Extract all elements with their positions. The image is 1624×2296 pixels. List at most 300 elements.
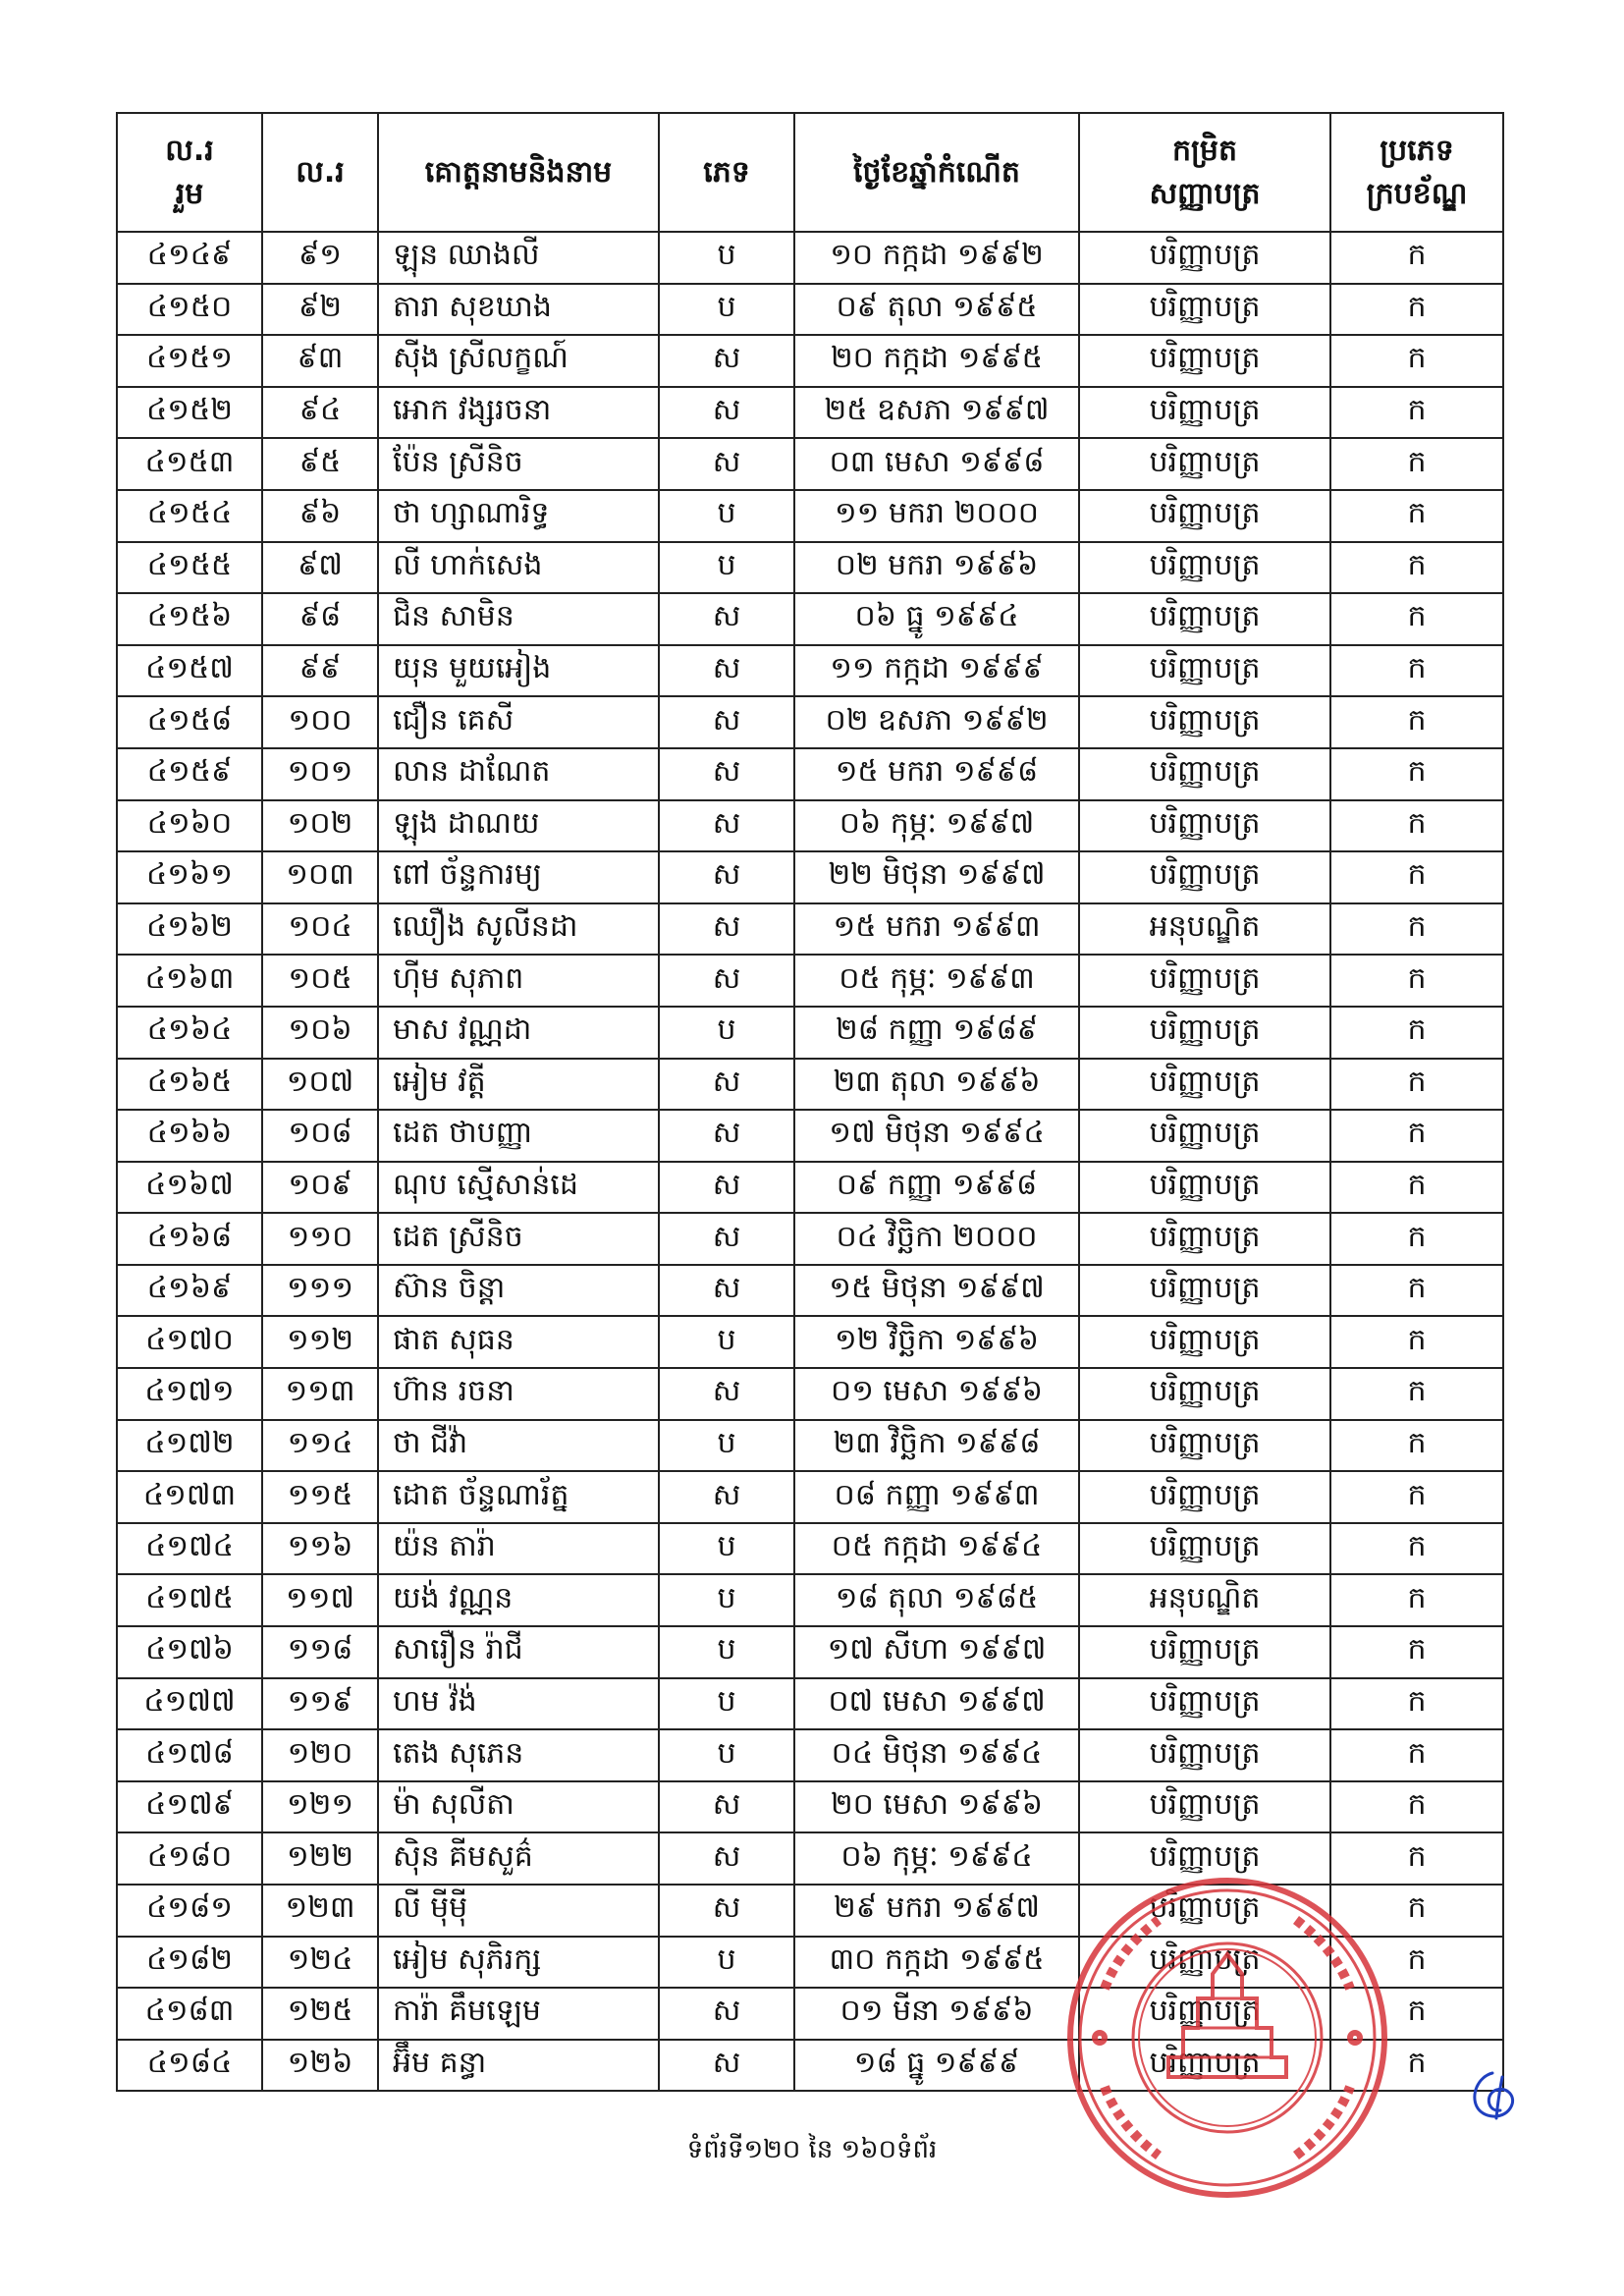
cell-total-no: ៤១៥១: [117, 335, 262, 387]
cell-degree-level: បរិញ្ញាបត្រ: [1079, 800, 1330, 852]
table-row: [117, 1213, 1503, 1265]
cell-degree-level: បរិញ្ញាបត្រ: [1079, 645, 1330, 697]
cell-no: ១១៩: [262, 1678, 378, 1730]
table-row: [117, 1832, 1503, 1885]
header-date-of-birth: [794, 113, 1079, 232]
cell-date-of-birth: ១៥ មករា ១៩៩៣: [794, 903, 1079, 956]
cell-sex: ស: [659, 1781, 794, 1833]
cell-full-name: ឈឿង សូលីនដា: [378, 903, 659, 956]
cell-sex: ប: [659, 1729, 794, 1781]
cell-date-of-birth: ០៤ មិថុនា ១៩៩៤: [794, 1729, 1079, 1781]
cell-no: ១១២: [262, 1316, 378, 1368]
cell-sex: ស: [659, 335, 794, 387]
cell-framework-category: ក: [1330, 232, 1503, 284]
cell-full-name: យ៉ន តារ៉ា: [378, 1523, 659, 1575]
cell-full-name: ការ៉ា គឹមឡេម: [378, 1988, 659, 2040]
cell-no: ១១០: [262, 1213, 378, 1265]
cell-framework-category: ក: [1330, 593, 1503, 645]
cell-degree-level: បរិញ្ញាបត្រ: [1079, 1937, 1330, 1989]
header-line: ក្របខ័ណ្ឌ: [1366, 176, 1468, 211]
cell-no: ១២៤: [262, 1937, 378, 1989]
cell-date-of-birth: ០២ មករា ១៩៩៦: [794, 542, 1079, 594]
cell-degree-level: បរិញ្ញាបត្រ: [1079, 1110, 1330, 1162]
cell-date-of-birth: ១៨ តុលា ១៩៨៥: [794, 1574, 1079, 1626]
cell-degree-level: បរិញ្ញាបត្រ: [1079, 851, 1330, 903]
cell-degree-level: បរិញ្ញាបត្រ: [1079, 284, 1330, 336]
table-row: [117, 1729, 1503, 1781]
cell-total-no: ៤១៧៧: [117, 1678, 262, 1730]
table-row: [117, 490, 1503, 542]
cell-no: ១០៥: [262, 955, 378, 1007]
cell-framework-category: ក: [1330, 438, 1503, 490]
cell-total-no: ៤១៧៤: [117, 1523, 262, 1575]
table-row: [117, 800, 1503, 852]
cell-no: ៩៥: [262, 438, 378, 490]
cell-no: ១១៧: [262, 1574, 378, 1626]
cell-framework-category: ក: [1330, 1471, 1503, 1523]
cell-framework-category: ក: [1330, 2040, 1503, 2092]
cell-no: ១១៣: [262, 1368, 378, 1420]
cell-total-no: ៤១៧៨: [117, 1729, 262, 1781]
cell-sex: ស: [659, 387, 794, 439]
cell-full-name: អោក វង្សរចនា: [378, 387, 659, 439]
cell-no: ១០៣: [262, 851, 378, 903]
header-line: ល.រ: [165, 133, 214, 168]
cell-sex: ស: [659, 1832, 794, 1885]
cell-no: ១០៩: [262, 1162, 378, 1214]
cell-full-name: សារឿន រ៉ាជី: [378, 1626, 659, 1678]
cell-degree-level: បរិញ្ញាបត្រ: [1079, 1162, 1330, 1214]
cell-framework-category: ក: [1330, 1162, 1503, 1214]
cell-total-no: ៤១៧០: [117, 1316, 262, 1368]
cell-framework-category: ក: [1330, 387, 1503, 439]
cell-date-of-birth: ១៨ ធ្នូ ១៩៩៩: [794, 2040, 1079, 2092]
cell-date-of-birth: ២៣ វិច្ឆិកា ១៩៩៨: [794, 1420, 1079, 1472]
table-row: [117, 1988, 1503, 2040]
cell-total-no: ៤១៨០: [117, 1832, 262, 1885]
cell-sex: ស: [659, 1471, 794, 1523]
cell-total-no: ៤១៦០: [117, 800, 262, 852]
cell-total-no: ៤១៧៣: [117, 1471, 262, 1523]
cell-framework-category: ក: [1330, 1988, 1503, 2040]
table-row: [117, 955, 1503, 1007]
header-line: គោត្តនាមនិងនាម: [424, 154, 613, 190]
page-number: ទំព័រទី១២០ នៃ ១៦០ទំព័រ: [686, 2135, 938, 2164]
cell-sex: ស: [659, 2040, 794, 2092]
cell-sex: ស: [659, 748, 794, 800]
cell-date-of-birth: ០២ ឧសភា ១៩៩២: [794, 696, 1079, 748]
cell-date-of-birth: ០៩ តុលា ១៩៩៥: [794, 284, 1079, 336]
cell-date-of-birth: ១៥ មិថុនា ១៩៩៧: [794, 1265, 1079, 1317]
cell-framework-category: ក: [1330, 696, 1503, 748]
header-full-name: [378, 113, 659, 232]
cell-date-of-birth: ១១ មករា ២០០០: [794, 490, 1079, 542]
table-row: [117, 232, 1503, 284]
cell-no: ៩៧: [262, 542, 378, 594]
cell-no: ១១៥: [262, 1471, 378, 1523]
cell-degree-level: បរិញ្ញាបត្រ: [1079, 438, 1330, 490]
cell-full-name: ពៅ ច័ន្ទការម្យ: [378, 851, 659, 903]
cell-no: ១០៤: [262, 903, 378, 956]
header-framework-category: [1330, 113, 1503, 232]
cell-sex: ស: [659, 1265, 794, 1317]
cell-full-name: យុន មួយអៀង: [378, 645, 659, 697]
table-row: [117, 1007, 1503, 1059]
cell-total-no: ៤១៥៩: [117, 748, 262, 800]
cell-degree-level: បរិញ្ញាបត្រ: [1079, 1832, 1330, 1885]
cell-framework-category: ក: [1330, 748, 1503, 800]
cell-sex: ស: [659, 1162, 794, 1214]
cell-total-no: ៤១៥៨: [117, 696, 262, 748]
cell-framework-category: ក: [1330, 335, 1503, 387]
cell-sex: ប: [659, 1007, 794, 1059]
cell-no: ១០៦: [262, 1007, 378, 1059]
cell-full-name: អៀម សុភិរក្ស: [378, 1937, 659, 1989]
cell-framework-category: ក: [1330, 1110, 1503, 1162]
cell-framework-category: ក: [1330, 1729, 1503, 1781]
cell-total-no: ៤១៦១: [117, 851, 262, 903]
table-row: [117, 1316, 1503, 1368]
table-row: [117, 1678, 1503, 1730]
cell-degree-level: បរិញ្ញាបត្រ: [1079, 1523, 1330, 1575]
cell-total-no: ៤១៦២: [117, 903, 262, 956]
cell-sex: ប: [659, 284, 794, 336]
header-no: [262, 113, 378, 232]
cell-date-of-birth: ០៦ ធ្នូ ១៩៩៤: [794, 593, 1079, 645]
cell-total-no: ៤១៧២: [117, 1420, 262, 1472]
table-row: [117, 284, 1503, 336]
cell-degree-level: បរិញ្ញាបត្រ: [1079, 1213, 1330, 1265]
cell-framework-category: ក: [1330, 851, 1503, 903]
cell-no: ១២១: [262, 1781, 378, 1833]
cell-sex: ស: [659, 1988, 794, 2040]
cell-no: ៩៨: [262, 593, 378, 645]
header-line: ភេទ: [703, 154, 750, 190]
cell-sex: ប: [659, 1574, 794, 1626]
cell-sex: ស: [659, 955, 794, 1007]
header-line: សញ្ញាបត្រ: [1149, 176, 1261, 211]
cell-no: ១០៧: [262, 1059, 378, 1111]
cell-date-of-birth: ២៨ កញ្ញា ១៩៨៩: [794, 1007, 1079, 1059]
cell-no: ៩៤: [262, 387, 378, 439]
table-row: [117, 2040, 1503, 2092]
cell-degree-level: បរិញ្ញាបត្រ: [1079, 1265, 1330, 1317]
cell-full-name: ប៉ែន ស្រីនិច: [378, 438, 659, 490]
cell-framework-category: ក: [1330, 542, 1503, 594]
cell-degree-level: បរិញ្ញាបត្រ: [1079, 1059, 1330, 1111]
cell-framework-category: ក: [1330, 1213, 1503, 1265]
cell-full-name: ឡុន ឈាងលី: [378, 232, 659, 284]
cell-no: ៩៦: [262, 490, 378, 542]
cell-full-name: ហ៊ាន រចនា: [378, 1368, 659, 1420]
cell-date-of-birth: ២០ កក្កដា ១៩៩៥: [794, 335, 1079, 387]
cell-no: ៩៩: [262, 645, 378, 697]
cell-total-no: ៤១៧៦: [117, 1626, 262, 1678]
cell-date-of-birth: ០១ មីនា ១៩៩៦: [794, 1988, 1079, 2040]
cell-degree-level: បរិញ្ញាបត្រ: [1079, 1420, 1330, 1472]
table-row: [117, 542, 1503, 594]
cell-no: ១១៤: [262, 1420, 378, 1472]
header-line: ថ្ងៃខែឆ្នាំកំណើត: [853, 154, 1020, 190]
cell-no: ១០៨: [262, 1110, 378, 1162]
cell-date-of-birth: ០១ មេសា ១៩៩៦: [794, 1368, 1079, 1420]
cell-total-no: ៤១៨២: [117, 1937, 262, 1989]
cell-date-of-birth: ២០ មេសា ១៩៩៦: [794, 1781, 1079, 1833]
table-row: [117, 748, 1503, 800]
cell-total-no: ៤១៧៥: [117, 1574, 262, 1626]
cell-degree-level: បរិញ្ញាបត្រ: [1079, 1471, 1330, 1523]
cell-date-of-birth: ១៧ មិថុនា ១៩៩៤: [794, 1110, 1079, 1162]
cell-degree-level: បរិញ្ញាបត្រ: [1079, 1729, 1330, 1781]
cell-sex: ស: [659, 800, 794, 852]
cell-no: ១១៨: [262, 1626, 378, 1678]
cell-sex: ប: [659, 1523, 794, 1575]
cell-date-of-birth: ២៩ មករា ១៩៩៧: [794, 1885, 1079, 1937]
cell-total-no: ៤១៦៦: [117, 1110, 262, 1162]
header-line: ល.រ: [296, 154, 345, 190]
cell-total-no: ៤១៦៩: [117, 1265, 262, 1317]
table-body: [117, 232, 1503, 2091]
table-row: [117, 1574, 1503, 1626]
cell-framework-category: ក: [1330, 1523, 1503, 1575]
table-row: [117, 645, 1503, 697]
table-row: [117, 1110, 1503, 1162]
cell-total-no: ៤១៨៣: [117, 1988, 262, 2040]
cell-framework-category: ក: [1330, 645, 1503, 697]
cell-total-no: ៤១៥៧: [117, 645, 262, 697]
cell-full-name: ថា ហ្សាណារិទ្ធ: [378, 490, 659, 542]
cell-full-name: ជិន សាមិន: [378, 593, 659, 645]
cell-degree-level: បរិញ្ញាបត្រ: [1079, 593, 1330, 645]
header-line: រួម: [175, 176, 204, 211]
cell-degree-level: បរិញ្ញាបត្រ: [1079, 1316, 1330, 1368]
header-line: កម្រិត: [1171, 133, 1238, 168]
cell-date-of-birth: ១០ កក្កដា ១៩៩២: [794, 232, 1079, 284]
table-row: [117, 1162, 1503, 1214]
cell-full-name: លី ហាក់សេង: [378, 542, 659, 594]
cell-total-no: ៤១៤៩: [117, 232, 262, 284]
cell-total-no: ៤១៥៦: [117, 593, 262, 645]
table-header-row: [117, 113, 1503, 232]
cell-total-no: ៤១៥៥: [117, 542, 262, 594]
cell-full-name: លាន ដាណែត: [378, 748, 659, 800]
cell-sex: ស: [659, 851, 794, 903]
cell-date-of-birth: ០៨ កញ្ញា ១៩៩៣: [794, 1471, 1079, 1523]
cell-date-of-birth: ០៥ កុម្ភៈ ១៩៩៣: [794, 955, 1079, 1007]
cell-degree-level: បរិញ្ញាបត្រ: [1079, 1678, 1330, 1730]
cell-sex: ស: [659, 1059, 794, 1111]
cell-total-no: ៤១៥២: [117, 387, 262, 439]
cell-no: ១២២: [262, 1832, 378, 1885]
cell-date-of-birth: ០៥ កក្កដា ១៩៩៤: [794, 1523, 1079, 1575]
cell-framework-category: ក: [1330, 1368, 1503, 1420]
cell-no: ៩៣: [262, 335, 378, 387]
table-row: [117, 851, 1503, 903]
cell-full-name: យង់ វណ្ណន: [378, 1574, 659, 1626]
cell-full-name: អៀម វត្តី: [378, 1059, 659, 1111]
cell-framework-category: ក: [1330, 1007, 1503, 1059]
cell-no: ១២៦: [262, 2040, 378, 2092]
table-row: [117, 696, 1503, 748]
cell-total-no: ៤១៦៥: [117, 1059, 262, 1111]
cell-date-of-birth: ០៤ វិច្ឆិកា ២០០០: [794, 1213, 1079, 1265]
table-row: [117, 335, 1503, 387]
cell-date-of-birth: ១១ កក្កដា ១៩៩៩: [794, 645, 1079, 697]
cell-date-of-birth: ០៣ មេសា ១៩៩៨: [794, 438, 1079, 490]
cell-full-name: មាស វណ្ណដា: [378, 1007, 659, 1059]
cell-full-name: ជឿន គេសី: [378, 696, 659, 748]
cell-degree-level: បរិញ្ញាបត្រ: [1079, 2040, 1330, 2092]
table-row: [117, 1471, 1503, 1523]
header-degree-level: [1079, 113, 1330, 232]
cell-framework-category: ក: [1330, 1574, 1503, 1626]
cell-degree-level: បរិញ្ញាបត្រ: [1079, 542, 1330, 594]
cell-sex: ប: [659, 1678, 794, 1730]
cell-degree-level: បរិញ្ញាបត្រ: [1079, 1781, 1330, 1833]
cell-framework-category: ក: [1330, 1832, 1503, 1885]
cell-degree-level: បរិញ្ញាបត្រ: [1079, 1368, 1330, 1420]
cell-full-name: ហ៊ីម សុភាព: [378, 955, 659, 1007]
cell-total-no: ៤១៦៣: [117, 955, 262, 1007]
cell-sex: ស: [659, 1368, 794, 1420]
cell-total-no: ៤១៧១: [117, 1368, 262, 1420]
table-row: [117, 1368, 1503, 1420]
cell-degree-level: បរិញ្ញាបត្រ: [1079, 232, 1330, 284]
cell-sex: ប: [659, 1937, 794, 1989]
cell-degree-level: បរិញ្ញាបត្រ: [1079, 1626, 1330, 1678]
cell-framework-category: ក: [1330, 955, 1503, 1007]
cell-degree-level: បរិញ្ញាបត្រ: [1079, 335, 1330, 387]
cell-date-of-birth: ០៧ មេសា ១៩៩៧: [794, 1678, 1079, 1730]
table-row: [117, 1523, 1503, 1575]
cell-full-name: ឡុង ដាណយ: [378, 800, 659, 852]
cell-framework-category: ក: [1330, 1678, 1503, 1730]
cell-sex: ប: [659, 542, 794, 594]
cell-no: ១២០: [262, 1729, 378, 1781]
table-row: [117, 387, 1503, 439]
cell-degree-level: បរិញ្ញាបត្រ: [1079, 955, 1330, 1007]
cell-framework-category: ក: [1330, 800, 1503, 852]
cell-framework-category: ក: [1330, 903, 1503, 956]
cell-framework-category: ក: [1330, 490, 1503, 542]
header-line: ប្រភេទ: [1380, 133, 1454, 168]
table-row: [117, 903, 1503, 956]
cell-total-no: ៤១៦៤: [117, 1007, 262, 1059]
cell-full-name: ស៊ីង ស្រីលក្ខណ៍: [378, 335, 659, 387]
cell-framework-category: ក: [1330, 1420, 1503, 1472]
cell-total-no: ៤១៦៧: [117, 1162, 262, 1214]
cell-no: ១០២: [262, 800, 378, 852]
cell-full-name: ដេត ស្រីនិច: [378, 1213, 659, 1265]
cell-framework-category: ក: [1330, 1937, 1503, 1989]
cell-framework-category: ក: [1330, 1059, 1503, 1111]
table-row: [117, 1885, 1503, 1937]
cell-framework-category: ក: [1330, 1885, 1503, 1937]
cell-sex: ប: [659, 1420, 794, 1472]
cell-full-name: អ៊ឹម គន្ធា: [378, 2040, 659, 2092]
cell-degree-level: បរិញ្ញាបត្រ: [1079, 1007, 1330, 1059]
cell-full-name: លី ម៉ីម៉ី: [378, 1885, 659, 1937]
cell-sex: ស: [659, 1213, 794, 1265]
cell-no: ១០០: [262, 696, 378, 748]
cell-full-name: ណុប ស្មើសាន់ដេ: [378, 1162, 659, 1214]
cell-degree-level: បរិញ្ញាបត្រ: [1079, 387, 1330, 439]
cell-full-name: តារា សុខឃាង: [378, 284, 659, 336]
cell-full-name: ម៉ា សុលីតា: [378, 1781, 659, 1833]
cell-total-no: ៤១៦៨: [117, 1213, 262, 1265]
cell-full-name: ស៊ាន ចិន្តា: [378, 1265, 659, 1317]
cell-full-name: ផាត សុធន: [378, 1316, 659, 1368]
cell-date-of-birth: ១៥ មករា ១៩៩៨: [794, 748, 1079, 800]
header-total-no: [117, 113, 262, 232]
cell-full-name: ដោត ច័ន្ទណារ័ត្ន: [378, 1471, 659, 1523]
cell-no: ៩២: [262, 284, 378, 336]
cell-full-name: ស៊ិន គីមសួគ៌: [378, 1832, 659, 1885]
cell-degree-level: បរិញ្ញាបត្រ: [1079, 1988, 1330, 2040]
cell-sex: ស: [659, 903, 794, 956]
cell-full-name: ហម វ៉ង់: [378, 1678, 659, 1730]
cell-date-of-birth: ០៦ កុម្ភៈ ១៩៩៤: [794, 1832, 1079, 1885]
cell-full-name: ថា ជីវ៉ា: [378, 1420, 659, 1472]
cell-sex: ប: [659, 1316, 794, 1368]
cell-date-of-birth: ០៩ កញ្ញា ១៩៩៨: [794, 1162, 1079, 1214]
cell-framework-category: ក: [1330, 1316, 1503, 1368]
cell-framework-category: ក: [1330, 1781, 1503, 1833]
cell-sex: ប: [659, 1626, 794, 1678]
cell-full-name: តេង សុភេន: [378, 1729, 659, 1781]
cell-total-no: ៤១៥៤: [117, 490, 262, 542]
cell-date-of-birth: ១៧ សីហា ១៩៩៧: [794, 1626, 1079, 1678]
table-row: [117, 438, 1503, 490]
cell-sex: ស: [659, 696, 794, 748]
cell-total-no: ៤១៧៩: [117, 1781, 262, 1833]
cell-date-of-birth: ២២ មិថុនា ១៩៩៧: [794, 851, 1079, 903]
cell-sex: ស: [659, 593, 794, 645]
header-sex: [659, 113, 794, 232]
handwritten-initial-icon: [1463, 2067, 1522, 2126]
cell-date-of-birth: ២៥ ឧសភា ១៩៩៧: [794, 387, 1079, 439]
cell-date-of-birth: ០៦ កុម្ភៈ ១៩៩៧: [794, 800, 1079, 852]
table-row: [117, 1265, 1503, 1317]
cell-sex: ប: [659, 490, 794, 542]
cell-degree-level: បរិញ្ញាបត្រ: [1079, 490, 1330, 542]
cell-no: ១២៥: [262, 1988, 378, 2040]
table-row: [117, 1420, 1503, 1472]
cell-degree-level: បរិញ្ញាបត្រ: [1079, 748, 1330, 800]
cell-full-name: ដេត ថាបញ្ញា: [378, 1110, 659, 1162]
table-row: [117, 1626, 1503, 1678]
cell-date-of-birth: ៣០ កក្កដា ១៩៩៥: [794, 1937, 1079, 1989]
cell-degree-level: បរិញ្ញាបត្រ: [1079, 696, 1330, 748]
cell-degree-level: អនុបណ្ឌិត: [1079, 1574, 1330, 1626]
table-row: [117, 1781, 1503, 1833]
cell-no: ១១៦: [262, 1523, 378, 1575]
cell-sex: ស: [659, 1885, 794, 1937]
cell-date-of-birth: ១២ វិច្ឆិកា ១៩៩៦: [794, 1316, 1079, 1368]
cell-sex: ស: [659, 438, 794, 490]
cell-no: ១០១: [262, 748, 378, 800]
cell-degree-level: បរិញ្ញាបត្រ: [1079, 1885, 1330, 1937]
cell-sex: ប: [659, 232, 794, 284]
cell-sex: ស: [659, 1110, 794, 1162]
cell-total-no: ៤១៥០: [117, 284, 262, 336]
cell-total-no: ៤១៨៤: [117, 2040, 262, 2092]
cell-framework-category: ក: [1330, 1265, 1503, 1317]
cell-degree-level: អនុបណ្ឌិត: [1079, 903, 1330, 956]
roster-table: [116, 112, 1504, 2092]
cell-total-no: ៤១៨១: [117, 1885, 262, 1937]
cell-total-no: ៤១៥៣: [117, 438, 262, 490]
